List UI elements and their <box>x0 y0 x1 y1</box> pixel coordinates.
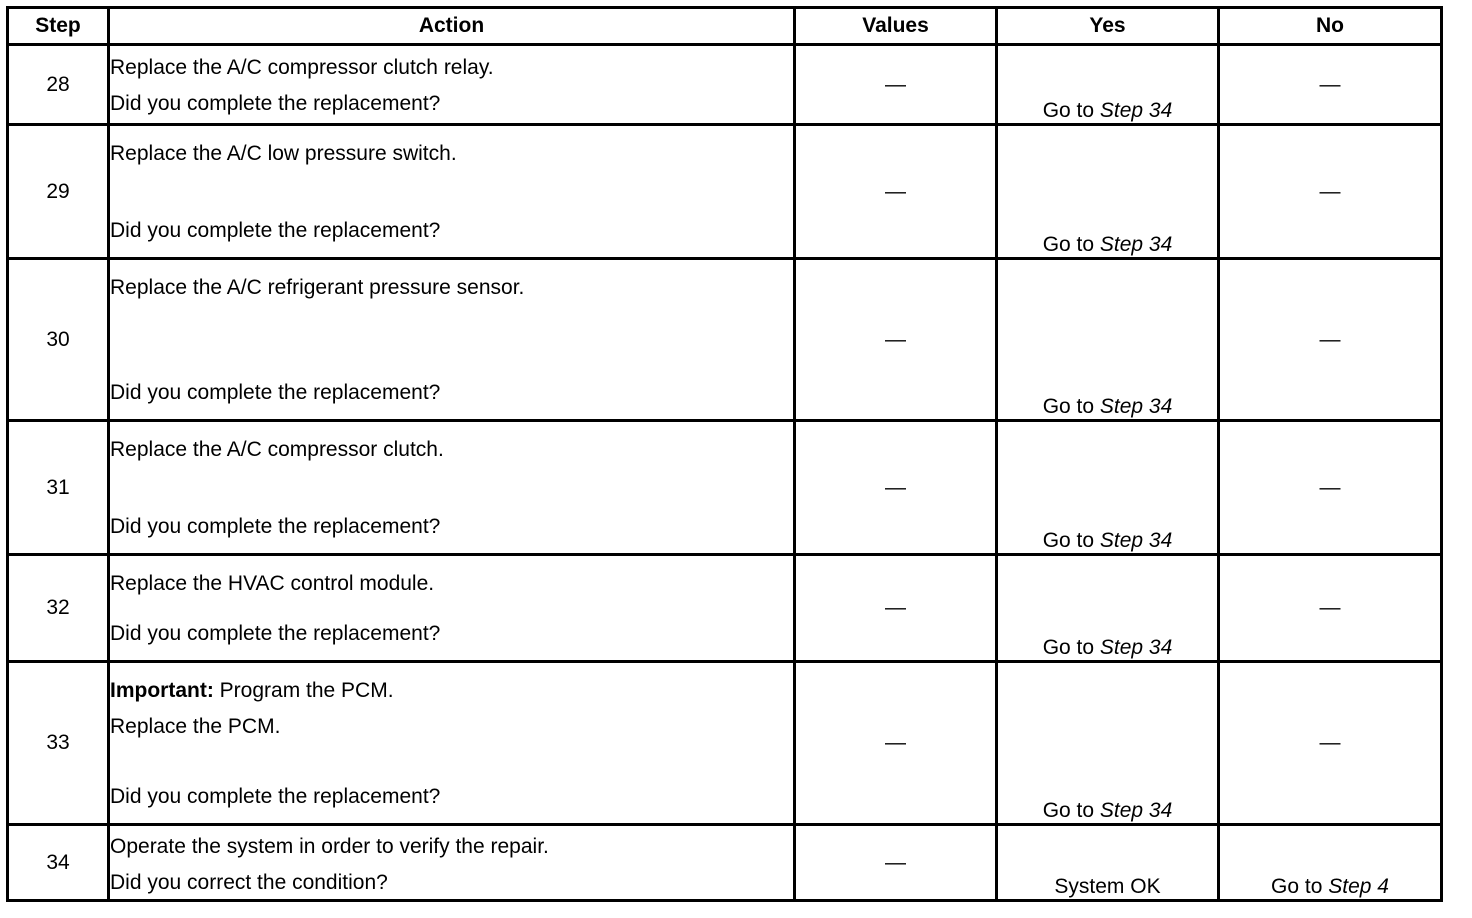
yes-prefix: Go to <box>1042 99 1100 122</box>
header-yes: Yes <box>997 8 1219 45</box>
action-question: Did you correct the condition? <box>110 871 388 894</box>
yes-step-link[interactable]: Step 34 <box>1099 529 1173 552</box>
no-step-link[interactable]: Step 4 <box>1328 875 1389 898</box>
values-cell <box>795 555 997 662</box>
header-action: Action <box>109 8 795 45</box>
action-instruction: Replace the A/C compressor clutch relay. <box>110 56 494 79</box>
table-row <box>8 662 1442 825</box>
table-row <box>8 825 1442 901</box>
action-cell <box>109 45 795 125</box>
action-question: Did you complete the replacement? <box>110 381 441 404</box>
yes-step-link[interactable]: Step 34 <box>1099 636 1173 659</box>
table-row <box>8 45 1442 125</box>
values-cell <box>795 45 997 125</box>
yes-cell <box>997 421 1219 555</box>
action-instruction: Replace the PCM. <box>110 715 281 738</box>
step-number: 30 <box>8 259 109 421</box>
values-cell <box>795 259 997 421</box>
yes-step-link[interactable]: Step 34 <box>1099 99 1173 122</box>
no-cell <box>1219 421 1442 555</box>
yes-cell <box>997 259 1219 421</box>
no-dash: — <box>1319 731 1341 754</box>
values-dash: — <box>885 327 906 351</box>
yes-prefix: Go to <box>1042 529 1100 552</box>
action-instruction: Replace the A/C compressor clutch. <box>110 438 444 461</box>
action-instruction: Operate the system in order to verify the repair. <box>110 835 549 858</box>
no-cell <box>1219 259 1442 421</box>
step-number: 34 <box>8 825 109 901</box>
yes-cell <box>997 662 1219 825</box>
table-row <box>8 259 1442 421</box>
action-instruction: Replace the HVAC control module. <box>110 572 435 595</box>
no-dash: — <box>1319 72 1341 96</box>
no-dash: — <box>1319 327 1341 351</box>
yes-step-link[interactable]: Step 34 <box>1099 799 1173 822</box>
yes-step-link[interactable]: Step 34 <box>1099 233 1173 256</box>
yes-cell <box>997 825 1219 901</box>
no-cell <box>1219 125 1442 259</box>
header-values: Values <box>795 8 997 45</box>
no-dash: — <box>1319 179 1341 203</box>
header-row <box>8 8 1442 45</box>
yes-prefix: Go to <box>1042 395 1100 418</box>
values-cell <box>795 825 997 901</box>
yes-step-link[interactable]: Step 34 <box>1099 395 1173 418</box>
action-question: Did you complete the replacement? <box>110 92 441 115</box>
step-number: 28 <box>8 45 109 125</box>
action-cell <box>109 825 795 901</box>
values-dash: — <box>885 179 906 203</box>
yes-prefix: Go to <box>1042 799 1100 822</box>
yes-cell <box>997 45 1219 125</box>
header-step: Step <box>8 8 109 45</box>
no-cell <box>1219 45 1442 125</box>
step-number: 31 <box>8 421 109 555</box>
no-dash: — <box>1319 596 1341 619</box>
table-row <box>8 421 1442 555</box>
important-note <box>110 673 793 709</box>
yes-prefix: Go to <box>1042 636 1100 659</box>
important-text: Program the PCM. <box>213 679 394 702</box>
action-question: Did you complete the replacement? <box>110 622 441 645</box>
action-cell <box>109 421 795 555</box>
values-dash: — <box>885 731 906 754</box>
no-cell <box>1219 662 1442 825</box>
action-cell <box>109 555 795 662</box>
step-number: 33 <box>8 662 109 825</box>
values-dash: — <box>885 596 906 619</box>
header-no: No <box>1219 8 1442 45</box>
no-cell <box>1219 555 1442 662</box>
values-dash: — <box>885 475 906 499</box>
table-row <box>8 125 1442 259</box>
values-dash: — <box>885 850 906 874</box>
step-number: 32 <box>8 555 109 662</box>
action-cell <box>109 662 795 825</box>
action-instruction: Replace the A/C refrigerant pressure sensor. <box>110 276 525 299</box>
values-cell <box>795 421 997 555</box>
no-dash: — <box>1319 475 1341 499</box>
action-cell <box>109 125 795 259</box>
action-question: Did you complete the replacement? <box>110 515 441 538</box>
table-row <box>8 555 1442 662</box>
values-cell <box>795 125 997 259</box>
action-question: Did you complete the replacement? <box>110 785 441 808</box>
yes-cell <box>997 125 1219 259</box>
yes-prefix: Go to <box>1042 233 1100 256</box>
yes-result: System OK <box>1054 875 1161 898</box>
no-prefix: Go to <box>1271 875 1329 898</box>
action-instruction: Replace the A/C low pressure switch. <box>110 142 457 165</box>
diagnostic-table <box>6 6 1443 902</box>
action-cell <box>109 259 795 421</box>
values-dash: — <box>885 72 906 96</box>
no-cell <box>1219 825 1442 901</box>
yes-cell <box>997 555 1219 662</box>
values-cell <box>795 662 997 825</box>
important-label: Important: <box>110 679 214 702</box>
step-number: 29 <box>8 125 109 259</box>
action-question: Did you complete the replacement? <box>110 219 441 242</box>
